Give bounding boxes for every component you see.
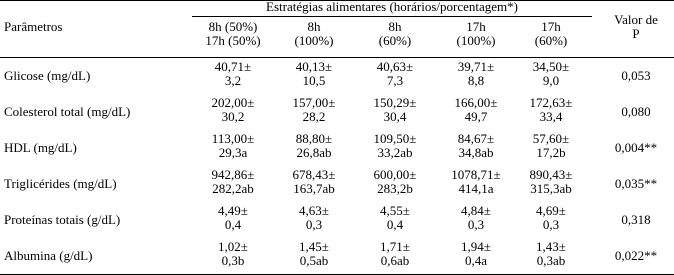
group-header: Estratégias alimentares (horários/porcentagem*) xyxy=(266,0,518,14)
mean-value: 150,29± xyxy=(373,95,417,110)
value-cell xyxy=(360,132,430,160)
sd-value: 0,3 xyxy=(305,217,323,232)
mean-value: 1,71± xyxy=(380,239,410,254)
value-cell xyxy=(198,96,268,124)
value-cell xyxy=(360,204,430,232)
sd-value: 0,4a xyxy=(464,253,488,268)
column-header-line1: 8h (50%) xyxy=(208,19,258,34)
value-cell xyxy=(441,204,511,232)
column-header xyxy=(274,20,354,48)
value-cell xyxy=(198,240,268,268)
sd-value: 33,4 xyxy=(539,109,563,124)
mean-value: 40,71± xyxy=(214,59,252,74)
mean-value: 1,45± xyxy=(299,239,329,254)
value-cell xyxy=(279,60,349,88)
mean-value: 34,50± xyxy=(532,59,570,74)
sd-value: 33,2ab xyxy=(377,145,413,160)
column-header-line2: (100%) xyxy=(456,33,496,48)
mean-value: 57,60± xyxy=(532,131,570,146)
mean-value: 40,63± xyxy=(376,59,414,74)
column-header-line2: (100%) xyxy=(294,33,334,48)
mean-value: 157,00± xyxy=(292,95,336,110)
column-header xyxy=(193,20,273,48)
sd-value: 30,2 xyxy=(221,109,245,124)
mean-value: 678,43± xyxy=(292,167,336,182)
sd-value: 49,7 xyxy=(464,109,488,124)
mean-value: 172,63± xyxy=(529,95,573,110)
mean-value: 84,67± xyxy=(457,131,495,146)
param-cell: Albumina (g/dL) xyxy=(4,248,93,263)
value-cell xyxy=(516,96,586,124)
sd-value: 414,1a xyxy=(458,181,494,196)
value-cell xyxy=(279,132,349,160)
pvalue-header xyxy=(608,13,664,41)
value-cell xyxy=(441,96,511,124)
param-cell: HDL (mg/dL) xyxy=(4,140,77,155)
value-cell xyxy=(441,132,511,160)
sd-value: 9,0 xyxy=(542,73,560,88)
sd-value: 8,8 xyxy=(467,73,485,88)
column-header-line2: (60%) xyxy=(378,33,412,48)
column-header-line1: 8h xyxy=(307,19,321,34)
sd-value: 7,3 xyxy=(386,73,404,88)
sd-value: 315,3ab xyxy=(530,181,572,196)
mean-value: 1,43± xyxy=(536,239,566,254)
sd-value: 26,8ab xyxy=(296,145,332,160)
value-cell xyxy=(279,240,349,268)
mean-value: 4,63± xyxy=(299,203,329,218)
value-cell xyxy=(441,240,511,268)
pvalue-cell: 0,080 xyxy=(621,104,651,119)
mean-value: 109,50± xyxy=(373,131,417,146)
column-header-line1: 17h xyxy=(541,19,561,34)
value-cell xyxy=(516,240,586,268)
param-cell: Triglicérides (mg/dL) xyxy=(4,176,117,191)
pvalue-cell: 0,004** xyxy=(614,140,658,155)
value-cell xyxy=(516,168,586,196)
param-cell: Proteínas totais (g/dL) xyxy=(4,212,121,227)
pvalue-cell: 0,053 xyxy=(621,68,651,83)
header-bottom-rule xyxy=(0,57,674,58)
value-cell xyxy=(360,60,430,88)
value-cell xyxy=(279,96,349,124)
sd-value: 0,4 xyxy=(224,217,242,232)
mean-value: 202,00± xyxy=(211,95,255,110)
pvalue-cell: 0,022** xyxy=(614,248,658,263)
sd-value: 30,4 xyxy=(383,109,407,124)
value-cell xyxy=(198,132,268,160)
mean-value: 113,00± xyxy=(211,131,255,146)
column-header-line1: 17h xyxy=(466,19,486,34)
column-header-line2: 17h (50%) xyxy=(205,33,261,48)
value-cell xyxy=(279,204,349,232)
value-cell xyxy=(198,168,268,196)
pvalue-cell: 0,318 xyxy=(621,212,651,227)
column-header xyxy=(511,20,591,48)
sd-value: 17,2b xyxy=(536,145,566,160)
value-cell xyxy=(279,168,349,196)
mean-value: 1078,71± xyxy=(451,167,501,182)
sd-value: 29,3a xyxy=(218,145,248,160)
param-cell: Glicose (mg/dL) xyxy=(4,68,91,83)
value-cell xyxy=(516,204,586,232)
param-header: Parâmetros xyxy=(4,19,63,34)
column-header-line1: 8h xyxy=(388,19,402,34)
value-cell xyxy=(441,168,511,196)
value-cell xyxy=(516,132,586,160)
sd-value: 282,2ab xyxy=(212,181,254,196)
mean-value: 166,00± xyxy=(454,95,498,110)
pvalue-cell: 0,035** xyxy=(614,176,658,191)
sd-value: 0,6ab xyxy=(380,253,410,268)
mean-value: 40,13± xyxy=(295,59,333,74)
value-cell xyxy=(198,60,268,88)
param-cell: Colesterol total (mg/dL) xyxy=(4,104,131,119)
sd-value: 10,5 xyxy=(302,73,326,88)
sd-value: 283,2b xyxy=(377,181,413,196)
value-cell xyxy=(360,240,430,268)
sd-value: 0,3ab xyxy=(536,253,566,268)
sd-value: 34,8ab xyxy=(458,145,494,160)
value-cell xyxy=(516,60,586,88)
mean-value: 600,00± xyxy=(373,167,417,182)
sd-value: 0,5ab xyxy=(299,253,329,268)
sd-value: 0,3 xyxy=(467,217,485,232)
mean-value: 890,43± xyxy=(529,167,573,182)
sd-value: 28,2 xyxy=(302,109,326,124)
group-underline xyxy=(192,16,592,17)
mean-value: 1,02± xyxy=(218,239,248,254)
mean-value: 942,86± xyxy=(211,167,255,182)
sd-value: 3,2 xyxy=(224,73,242,88)
mean-value: 88,80± xyxy=(295,131,333,146)
mean-value: 4,69± xyxy=(536,203,566,218)
mean-value: 39,71± xyxy=(457,59,495,74)
mean-value: 4,84± xyxy=(461,203,491,218)
column-header-line2: (60%) xyxy=(534,33,568,48)
mean-value: 4,55± xyxy=(380,203,410,218)
value-cell xyxy=(360,168,430,196)
value-cell xyxy=(441,60,511,88)
sd-value: 0,4 xyxy=(386,217,404,232)
sd-value: 0,3 xyxy=(542,217,560,232)
pvalue-header-line1: Valor de xyxy=(614,12,658,27)
sd-value: 163,7ab xyxy=(293,181,335,196)
pvalue-header-line2: P xyxy=(632,26,640,41)
column-header xyxy=(436,20,516,48)
mean-value: 4,49± xyxy=(218,203,248,218)
column-header xyxy=(355,20,435,48)
sd-value: 0,3b xyxy=(221,253,245,268)
value-cell xyxy=(198,204,268,232)
value-cell xyxy=(360,96,430,124)
mean-value: 1,94± xyxy=(461,239,491,254)
